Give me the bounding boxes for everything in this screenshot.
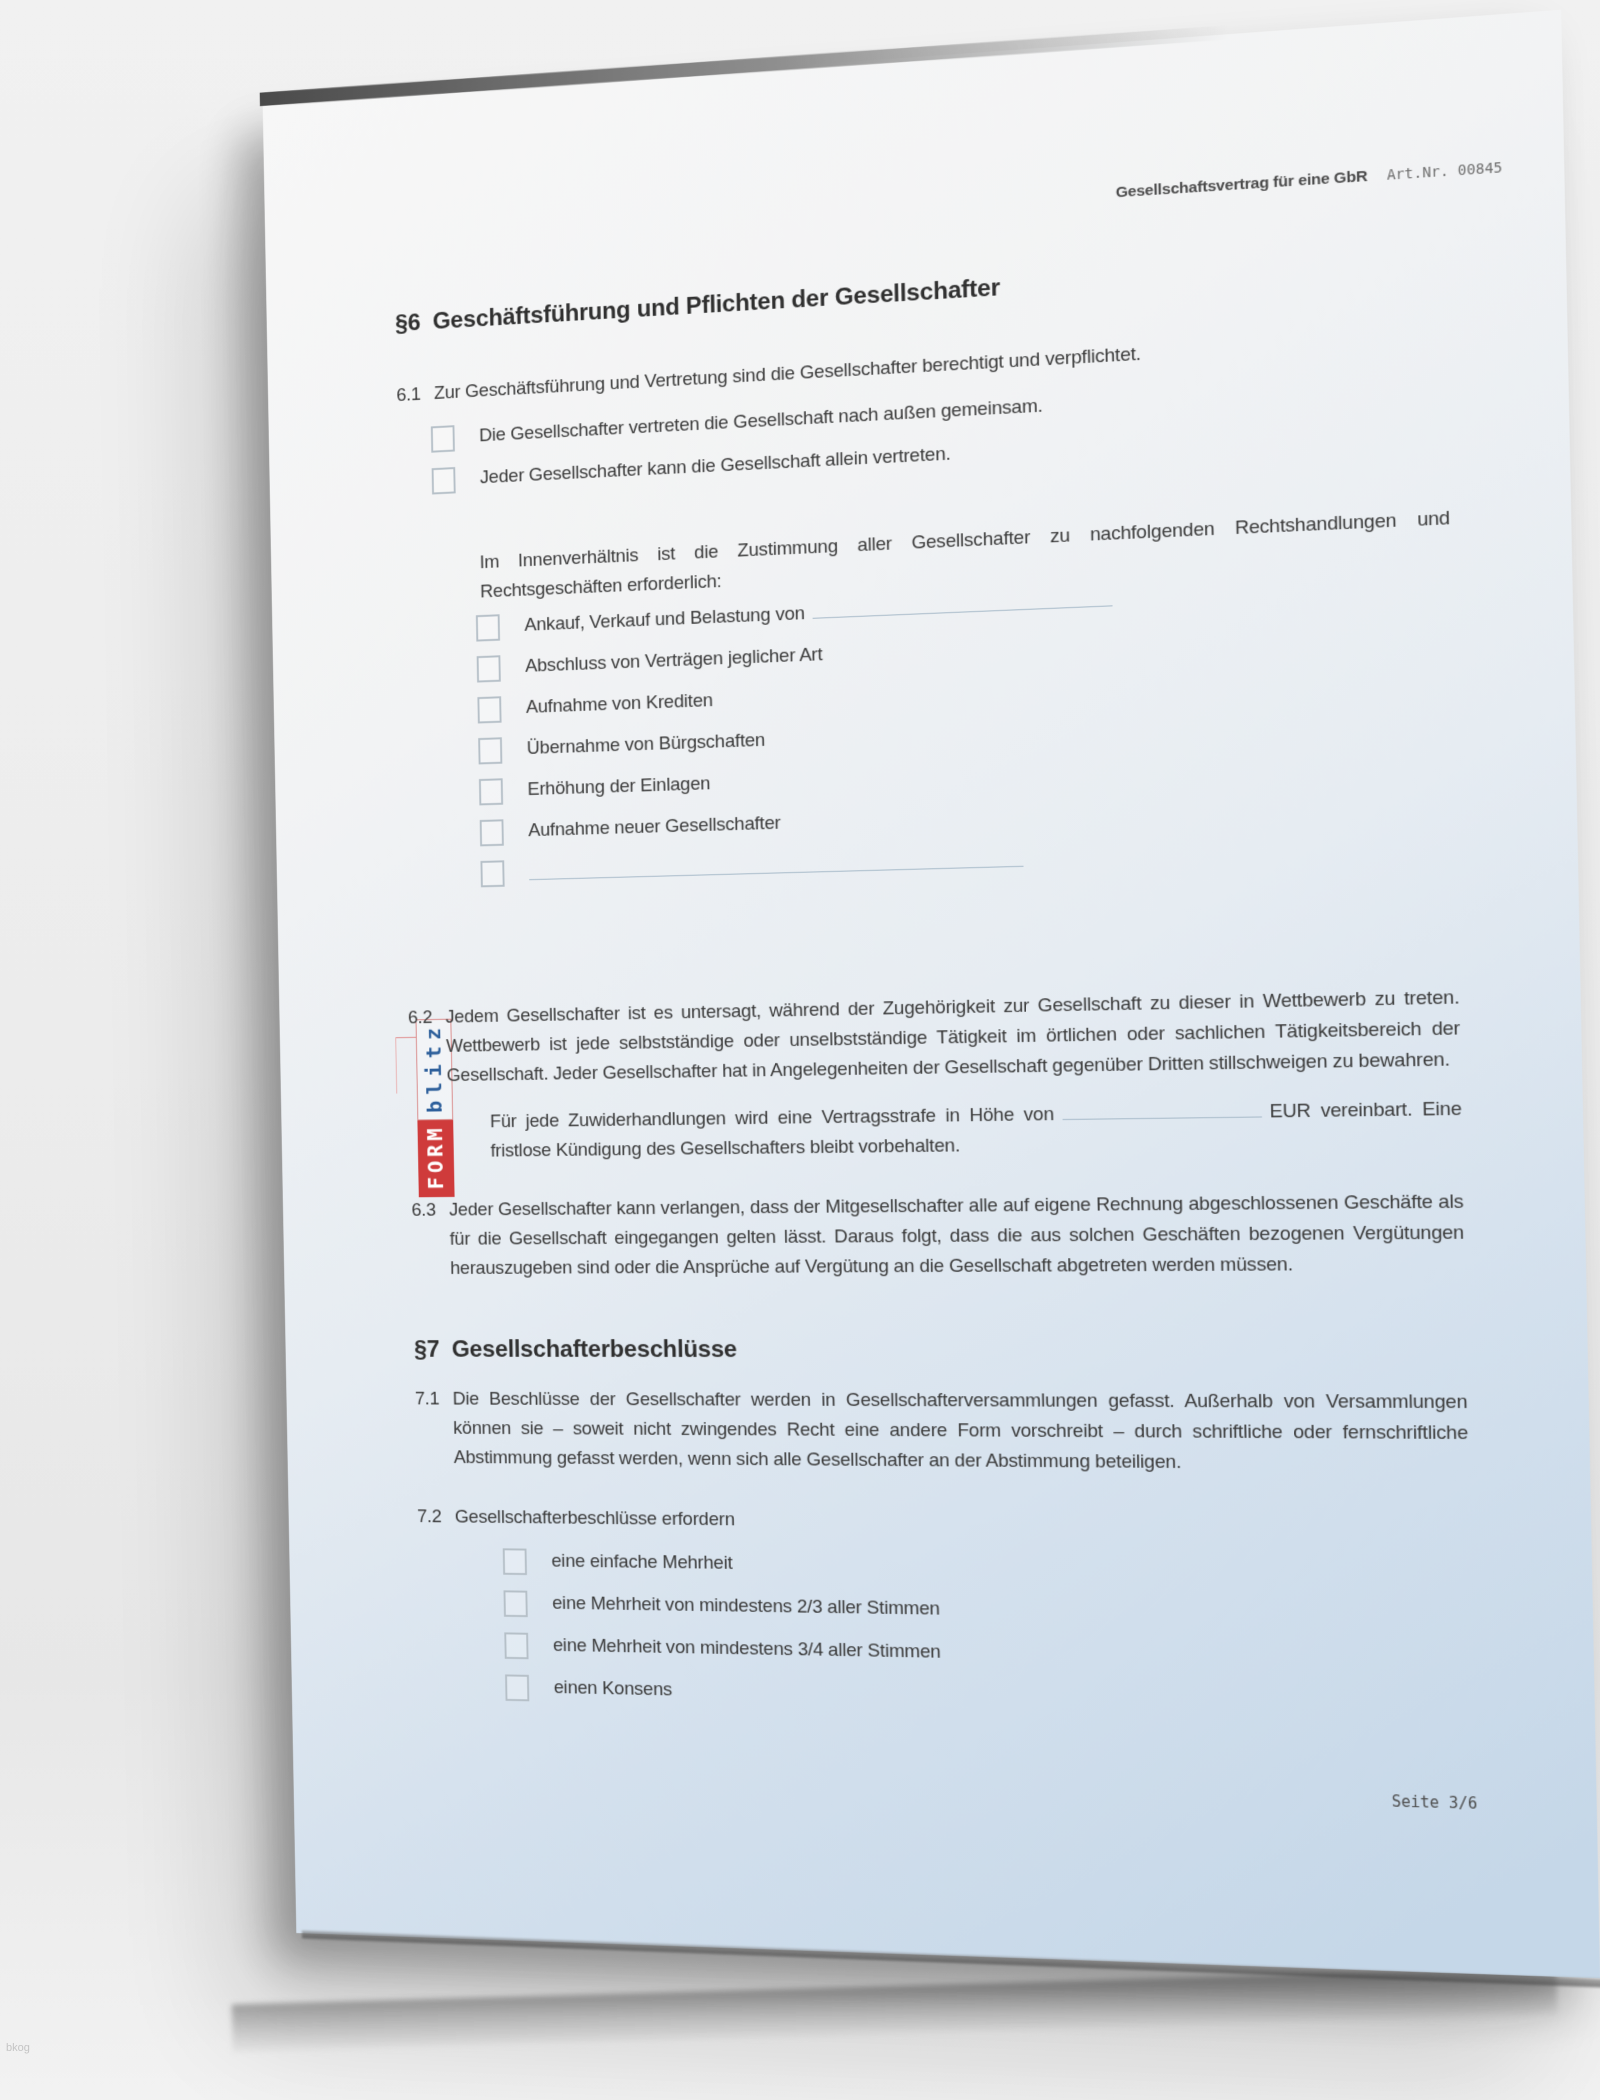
paragraph-7-2 bbox=[417, 1503, 1470, 1544]
option-label: Abschluss von Verträgen jeglicher Art bbox=[525, 644, 823, 677]
checkbox[interactable] bbox=[431, 425, 455, 453]
logo-crop-mark-vertical bbox=[395, 1037, 397, 1093]
section-6-number: §6 bbox=[394, 309, 421, 338]
resolution-checklist bbox=[418, 1545, 1474, 1722]
penalty-clause-before: Für jede Zuwiderhandlungen wird eine Vertragsstrafe in Höhe von bbox=[489, 1104, 1055, 1133]
checkbox[interactable] bbox=[480, 819, 504, 846]
fill-in-line[interactable] bbox=[1062, 1102, 1262, 1120]
checkbox[interactable] bbox=[505, 1674, 529, 1701]
paragraph-7-1 bbox=[415, 1385, 1469, 1480]
paragraph-6-2-text: Jedem Gesellschafter ist es untersagt, während der Zugehörigkeit zur Gesellschaft zu dieser in Wettbewerb zu treten. Wettbewerb ist jede selbstständige oder unselbstständige Tätigkeit im örtlichen oder sachlichen Tätigkeitsbereich der Gesellschaft. Jeder Gesellschafter hat in Angelegenheiten der Gesellschaft gegenüber Dritten stillschweigen zu bewahren. bbox=[445, 987, 1461, 1086]
inner-relation-checklist bbox=[401, 572, 1457, 890]
paragraph-6-2 bbox=[408, 983, 1461, 1091]
inner-relation-intro: Im Innenverhältnis ist die Zustimmung aller Gesellschafter zu nachfolgenden Rechtshandlungen und Rechtsgeschäften erforderlich: bbox=[479, 507, 1451, 603]
checkbox[interactable] bbox=[479, 778, 503, 805]
checkbox[interactable] bbox=[476, 614, 500, 641]
option-label: Übernahme von Bürgschaften bbox=[526, 729, 766, 759]
option-label: Ankauf, Verkauf und Belastung von bbox=[524, 586, 1113, 640]
option-label: eine Mehrheit von mindestens 2/3 aller Stimmen bbox=[552, 1593, 941, 1620]
paragraph-6-1-text: Zur Geschäftsführung und Vertretung sind die Gesellschafter berechtigt und verpflichtet. bbox=[433, 343, 1142, 404]
paragraph-6-1-number: 6.1 bbox=[396, 384, 421, 406]
logo-blitz-text: blitz bbox=[416, 1019, 454, 1121]
section-7-title: Gesellschafterbeschlüsse bbox=[451, 1336, 738, 1363]
paragraph-7-1-number: 7.1 bbox=[414, 1388, 440, 1410]
checkbox[interactable] bbox=[478, 737, 502, 764]
checkbox[interactable] bbox=[477, 655, 501, 682]
paragraph-7-2-text: Gesellschafterbeschlüsse erfordern bbox=[454, 1506, 736, 1531]
paragraph-6-2-number: 6.2 bbox=[407, 1007, 433, 1029]
document-header bbox=[1115, 159, 1502, 202]
penalty-clause bbox=[490, 1094, 1463, 1166]
fill-in-line[interactable] bbox=[813, 591, 1113, 619]
document-page bbox=[263, 10, 1600, 1978]
checkbox[interactable] bbox=[504, 1632, 528, 1659]
document-body bbox=[395, 245, 1474, 1722]
option-label: eine Mehrheit von mindestens 3/4 aller Stimmen bbox=[552, 1635, 941, 1663]
page-number: Seite 3/6 bbox=[1391, 1792, 1478, 1813]
penalty-clause-after: EUR vereinbart. Eine fristlose Kündigung des Gesellschafters bleibt vorbehalten. bbox=[490, 1098, 1462, 1162]
option-label: Die Gesellschafter vertreten die Gesellschaft nach außen gemeinsam. bbox=[478, 395, 1043, 447]
paragraph-6-3-text: Jeder Gesellschafter kann verlangen, dass der Mitgesellschafter alle auf eigene Rechnung abgeschlossenen Geschäfte als für die Gesellschaft eingegangen gelten lässt. Daraus folgt, dass die aus solchen Geschäften bezogenen Vergütungen herauszugeben sind oder die Ansprüche auf Vergütung an die Gesellschaft abgetreten werden müssen. bbox=[448, 1191, 1465, 1279]
checkbox[interactable] bbox=[504, 1590, 528, 1617]
paragraph-6-3-number: 6.3 bbox=[411, 1200, 437, 1221]
page-reflection bbox=[232, 1968, 1558, 2053]
paragraph-7-2-number: 7.2 bbox=[417, 1506, 442, 1528]
option-label: Aufnahme von Krediten bbox=[525, 690, 714, 718]
paragraph-6-3 bbox=[411, 1187, 1465, 1284]
option-label: Jeder Gesellschafter kann die Gesellschaft allein vertreten. bbox=[479, 443, 951, 489]
logo-form-text: FORM bbox=[417, 1120, 454, 1197]
section-6-heading bbox=[395, 245, 1445, 340]
option-label: Erhöhung der Einlagen bbox=[527, 773, 711, 800]
document-title: Gesellschaftsvertrag für eine GbR bbox=[1115, 167, 1368, 202]
checkbox[interactable] bbox=[477, 696, 501, 723]
option-row bbox=[505, 1672, 1474, 1721]
section-7-heading bbox=[414, 1334, 1467, 1367]
option-row bbox=[504, 1630, 1473, 1677]
paragraph-7-1-text: Die Beschlüsse der Gesellschafter werden in Gesellschafterversammlungen gefasst. Außerhalb von Versammlungen können sie – soweit nicht zwingendes Recht eine andere Form vorschreibt – durch schriftliche oder fernschriftliche Abstimmung gefasst werden, wenn sich alle Gesellschafter an der Abstimmung beteiligen. bbox=[452, 1388, 1469, 1474]
option-label: eine einfache Mehrheit bbox=[551, 1550, 733, 1574]
corner-watermark: bkog bbox=[6, 2042, 30, 2054]
option-row bbox=[503, 1546, 1471, 1588]
section-6-title: Geschäftsführung und Pflichten der Gesellschafter bbox=[432, 274, 1001, 335]
section-7-number: §7 bbox=[413, 1336, 440, 1363]
fill-in-line[interactable] bbox=[529, 844, 1024, 881]
checkbox[interactable] bbox=[503, 1548, 527, 1575]
option-label: Aufnahme neuer Gesellschafter bbox=[528, 812, 781, 842]
checkbox[interactable] bbox=[432, 467, 456, 494]
checkbox[interactable] bbox=[480, 860, 504, 887]
option-row bbox=[503, 1588, 1471, 1633]
option-label: einen Konsens bbox=[553, 1677, 673, 1701]
article-number: Art.Nr. 00845 bbox=[1386, 159, 1503, 184]
